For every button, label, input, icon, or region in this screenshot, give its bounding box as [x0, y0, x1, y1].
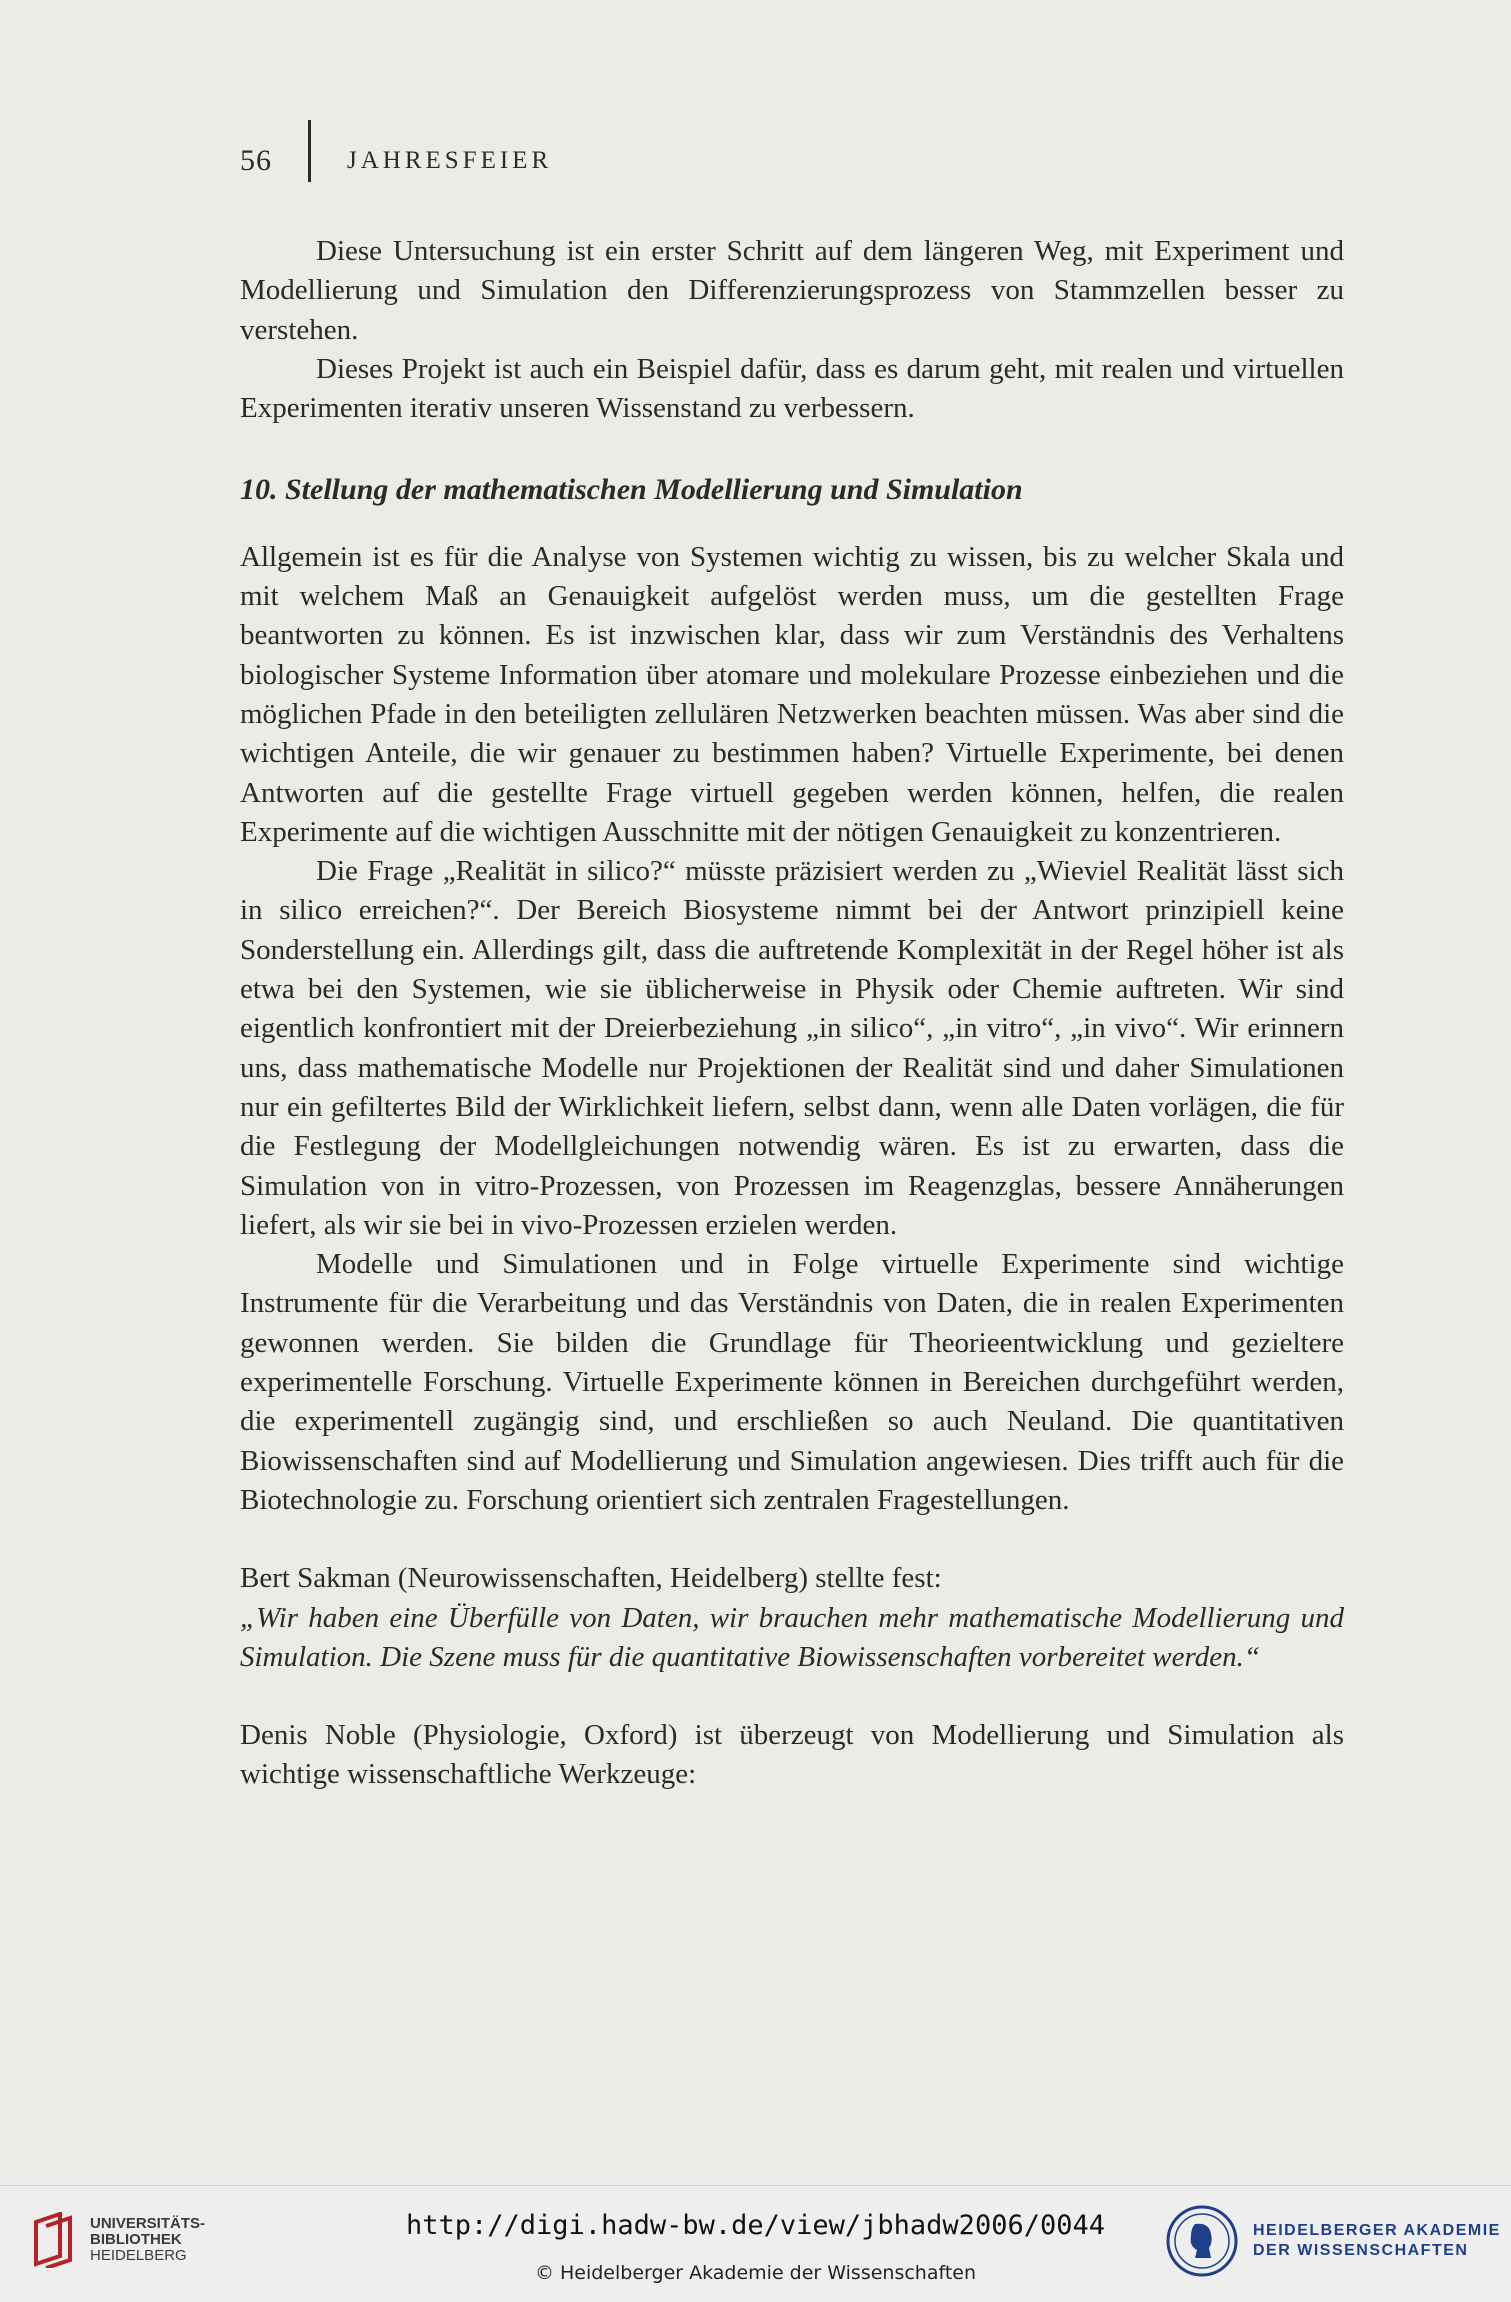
block-quote: „Wir haben eine Überfülle von Daten, wir brauchen mehr mathematische Modellierung und Simulation. Die Szene muss für die quantitative Biowissenschaften vorbereitet werden.“: [240, 1601, 1344, 1673]
page-header: [240, 138, 552, 184]
academy-seal-icon: [1165, 2204, 1239, 2278]
hadw-logo[interactable]: [1165, 2204, 1501, 2278]
running-head: JAHRESFEIER: [347, 147, 553, 174]
section-heading: 10. Stellung der mathematischen Modellierung und Simulation: [240, 473, 1023, 507]
hadw-line-1: HEIDELBERGER AKADEMIE: [1253, 2222, 1501, 2239]
page-number: 56: [240, 144, 272, 177]
paragraph-7: Denis Noble (Physiologie, Oxford) ist überzeugt von Modellierung und Simulation als wichtige wissenschaftliche Werkzeuge:: [240, 1719, 1344, 1791]
hadw-line-2: DER WISSENSCHAFTEN: [1253, 2242, 1469, 2259]
ub-line-2: BIBLIOTHEK: [90, 2231, 182, 2248]
paragraph-6: Bert Sakman (Neurowissenschaften, Heidelberg) stellte fest:: [240, 1562, 942, 1595]
body-text: [240, 232, 1344, 1795]
paragraph-2: Dieses Projekt ist auch ein Beispiel dafür, dass es darum geht, mit realen und virtuellen Experimenten iterativ unseren Wissenstand zu verbessern.: [240, 352, 1344, 425]
ub-line-3: HEIDELBERG: [90, 2247, 187, 2264]
footer-bar: [0, 2185, 1511, 2302]
paragraph-gap: [240, 1520, 1344, 1559]
hadw-logo-text: [1253, 2221, 1501, 2261]
paragraph-4: Die Frage „Realität in silico?“ müsste präzisiert werden zu „Wieviel Realität lässt sich in silico erreichen?“. Der Bereich Biosysteme nimmt bei der Antwort prinzipiell keine Sonderstellung ein. Allerdings gilt, dass die auftretende Komplexität in der Regel höher ist als etwa bei den Systemen, wie sie üblicherweise in Physik oder Chemie auftreten. Wir sind eigentlich konfrontiert mit der Dreierbeziehung „in silico“, „in vitro“, „in vivo“. Wir erinnern uns, dass mathematische Modelle nur Projektionen der Realität sind und daher Simulationen nur ein gefiltertes Bild der Wirklichkeit liefern, selbst dann, wenn alle Daten vorlägen, die für die Festlegung der Modellgleichungen notwendig wären. Es ist zu erwarten, dass die Simulation von in vitro-Prozessen, von Prozessen im Reagenzglas, bessere Annäherungen liefert, als wir sie bei in vivo-Prozessen erzielen werden.: [240, 855, 1344, 1241]
ub-line-1: UNIVERSITÄTS-: [90, 2215, 206, 2232]
header-divider: [308, 120, 311, 182]
paragraph-3: Allgemein ist es für die Analyse von Systemen wichtig zu wissen, bis zu welcher Skala und mit welchem Maß an Genauigkeit aufgelöst werden muss, um die gestellten Frage beantworten zu können. Es ist inzwischen klar, dass wir zum Verständnis des Verhaltens biologischer Systeme Information über atomare und molekulare Prozesse einbeziehen und die möglichen Pfade in den beteiligten zellulären Netzwerken beachten müssen. Was aber sind die wichtigen Anteile, die wir genauer zu bestimmen haben? Virtuelle Experimente, bei denen Antworten auf die gestellte Frage virtuell gegeben werden können, helfen, die realen Experimente auf die wichtigen Ausschnitte mit der nötigen Genauigkeit zu konzentrieren.: [240, 540, 1344, 848]
footer-copyright: © Heidelberger Akademie der Wissenschaften: [534, 2262, 977, 2284]
paragraph-1: Diese Untersuchung ist ein erster Schritt auf dem längeren Weg, mit Experiment und Modellierung und Simulation den Differenzierungsprozess von Stammzellen besser zu verstehen.: [240, 235, 1344, 346]
paragraph-5: Modelle und Simulationen und in Folge virtuelle Experimente sind wichtige Instrumente für die Verarbeitung und das Verständnis von Daten, die in realen Experimenten gewonnen werden. Sie bilden die Grundlage für Theorieentwicklung und gezieltere experimentelle Forschung. Virtuelle Experimente können in Bereichen durchgeführt werden, die experimentell zugängig sind, und erschließen so auch Neuland. Die quantitativen Biowissenschaften sind auf Modellierung und Simulation angewiesen. Dies trifft auch für die Biotechnologie zu. Forschung orientiert sich zentralen Fragestellungen.: [240, 1248, 1344, 1516]
paragraph-gap: [240, 1677, 1344, 1716]
footer-url-link[interactable]: http://digi.hadw-bw.de/view/jbhadw2006/0044: [406, 2210, 1105, 2241]
